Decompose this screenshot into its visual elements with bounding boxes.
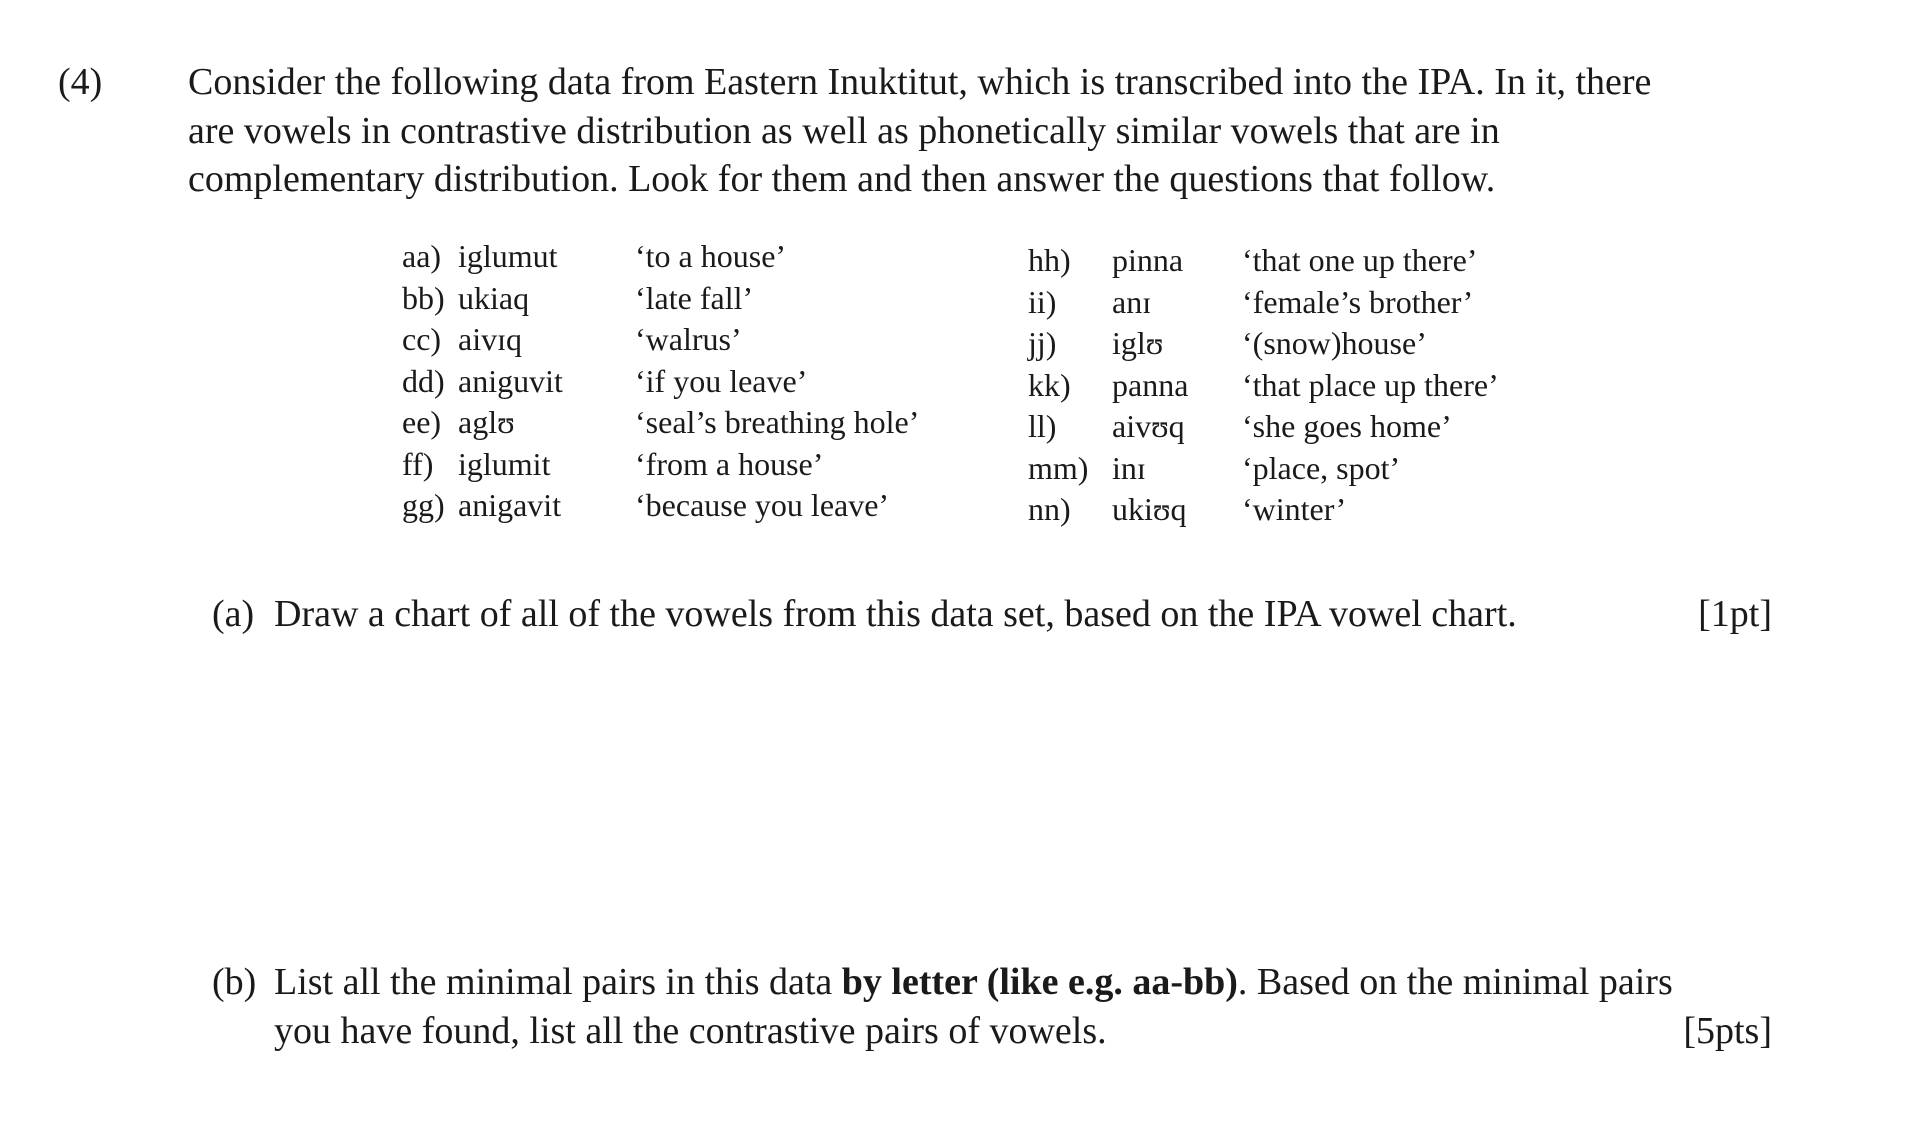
part-b (212, 958, 1772, 1058)
data-label: dd) (402, 362, 445, 399)
part-a-marker: (a) (212, 593, 255, 635)
data-label: gg) (402, 487, 445, 523)
data-row (402, 236, 975, 278)
data-form: inɪ (1112, 449, 1146, 486)
data-label: cc) (402, 321, 442, 357)
data-label: ff) (402, 445, 434, 482)
data-row (1028, 323, 1562, 365)
data-label: ll) (1028, 408, 1057, 444)
data-label: mm) (1028, 449, 1089, 486)
data-row (1028, 489, 1562, 531)
part-b-text-before: List all the minimal pairs in this data (274, 961, 842, 1003)
data-row (402, 444, 975, 486)
data-gloss: ‘walrus’ (635, 321, 742, 357)
data-row (1028, 448, 1562, 490)
intro-line: Consider the following data from Eastern Inuktitut, which is transcribed into the IPA. In it, there (188, 61, 1652, 103)
part-a-text: Draw a chart of all of the vowels from this data set, based on the IPA vowel chart. (274, 593, 1517, 635)
question-intro (188, 58, 1748, 204)
data-gloss: ‘place, spot’ (1242, 449, 1401, 486)
data-gloss: ‘that place up there’ (1242, 366, 1499, 403)
data-form: aivʊq (1112, 408, 1185, 444)
data-gloss: ‘to a house’ (635, 238, 787, 274)
data-form: aglʊ (458, 404, 515, 440)
data-label: bb) (402, 279, 445, 316)
data-label: jj) (1028, 325, 1057, 361)
data-form: aivɪq (458, 321, 522, 357)
data-form: ukiaq (458, 279, 530, 316)
data-list-left (402, 236, 975, 527)
data-gloss: ‘seal’s breathing hole’ (635, 404, 920, 440)
data-row (402, 402, 975, 444)
part-b-text-bold: by letter (like e.g. aa-bb) (841, 961, 1238, 1003)
data-row (402, 319, 975, 361)
data-row (1028, 240, 1562, 282)
data-form: ukiʊq (1112, 491, 1187, 527)
data-row (1028, 406, 1562, 448)
data-form: panna (1112, 366, 1189, 403)
intro-line: are vowels in contrastive distribution as well as phonetically similar vowels that are in (188, 109, 1500, 152)
data-gloss: ‘because you leave’ (635, 487, 890, 523)
data-label: ee) (402, 404, 442, 440)
part-b-text (274, 958, 1764, 1055)
data-row (1028, 365, 1562, 407)
data-label: ii) (1028, 283, 1057, 320)
part-b-marker: (b) (212, 961, 257, 1003)
data-form: aniguvit (458, 362, 563, 399)
intro-line: complementary distribution. Look for them and then answer the questions that follow. (188, 158, 1496, 200)
data-label: hh) (1028, 242, 1071, 278)
data-form: iglumut (458, 238, 558, 274)
data-gloss: ‘female’s brother’ (1242, 283, 1474, 320)
data-label: kk) (1028, 366, 1071, 403)
data-gloss: ‘late fall’ (635, 279, 754, 316)
part-a (212, 590, 1772, 640)
data-form: pinna (1112, 242, 1184, 278)
question-number: (4) (58, 61, 103, 103)
data-gloss: ‘winter’ (1242, 491, 1347, 527)
part-a-points: [1pt] (1698, 593, 1772, 635)
data-list-right (1028, 240, 1562, 531)
data-row (1028, 282, 1562, 324)
data-gloss: ‘she goes home’ (1242, 408, 1452, 444)
data-label: aa) (402, 238, 442, 274)
data-gloss: ‘that one up there’ (1242, 242, 1478, 278)
data-form: iglumit (458, 445, 551, 482)
data-row (402, 485, 975, 527)
data-form: anigavit (458, 487, 562, 523)
part-b-line-2: you have found, list all the contrastive pairs of vowels. (274, 1009, 1107, 1052)
data-gloss: ‘if you leave’ (635, 362, 808, 399)
data-label: nn) (1028, 491, 1071, 527)
data-gloss: ‘(snow)house’ (1242, 325, 1427, 361)
part-b-text-after: . Based on the minimal pairs (1237, 961, 1673, 1003)
data-form: iglʊ (1112, 325, 1164, 361)
data-row (402, 361, 975, 403)
data-form: anɪ (1112, 283, 1152, 320)
data-gloss: ‘from a house’ (635, 445, 824, 482)
data-row (402, 278, 975, 320)
part-b-points: [5pts] (1683, 1009, 1772, 1052)
